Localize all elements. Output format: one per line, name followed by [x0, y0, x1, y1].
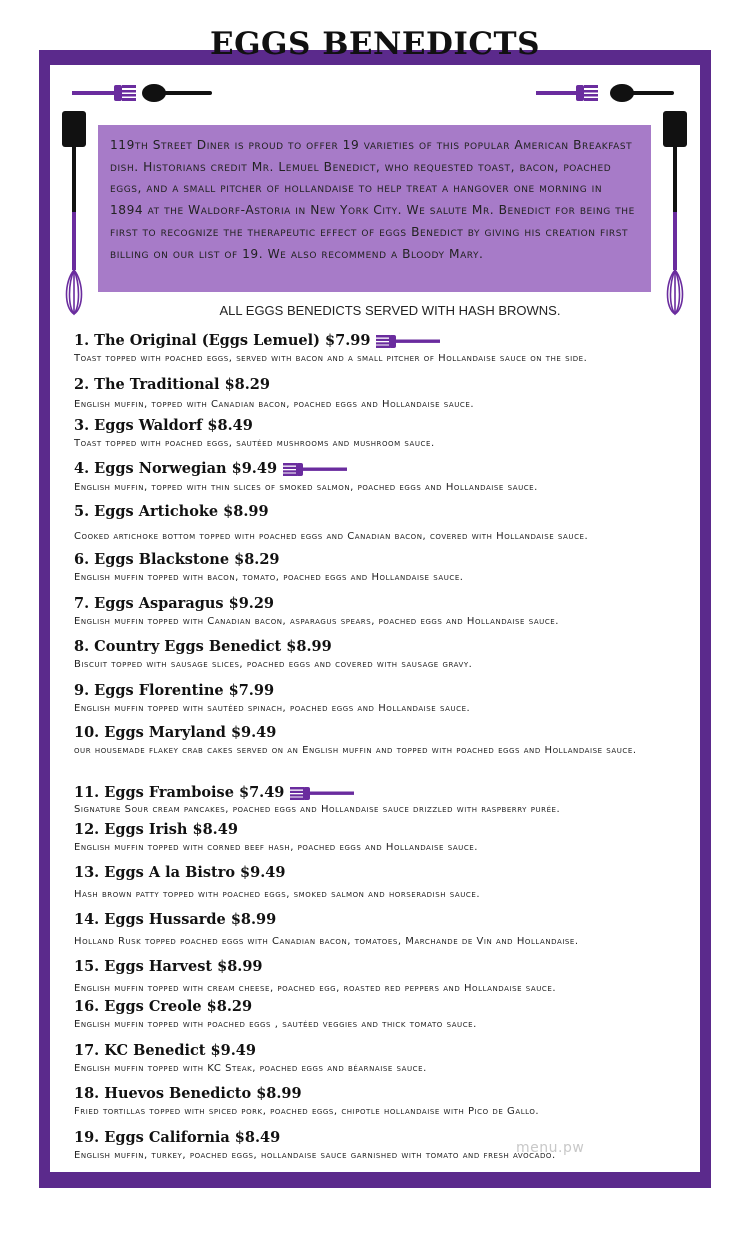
- menu-item: [74, 458, 689, 496]
- fork-icon: [376, 334, 440, 348]
- menu-item-title: 7. Eggs Asparagus $9.29: [74, 595, 275, 612]
- spatula-icon: [61, 110, 87, 216]
- whisk-icon: [665, 212, 685, 316]
- menu-item: [74, 782, 689, 818]
- menu-item-title: 5. Eggs Artichoke $8.99: [74, 503, 269, 520]
- menu-item-description: English muffin topped with corned beef hash, poached eggs and Hollandaise sauce.: [74, 842, 478, 853]
- menu-item-title: 10. Eggs Maryland $9.49: [74, 724, 277, 741]
- menu-item: [74, 722, 689, 759]
- menu-item-title: 6. Eggs Blackstone $8.29: [74, 551, 280, 568]
- menu-item-description: English muffin topped with Canadian bacon, asparagus spears, poached eggs and Hollandaise sauce.: [74, 616, 559, 627]
- menu-item: [74, 819, 689, 856]
- menu-item-title: 11. Eggs Framboise $7.49: [74, 784, 285, 801]
- menu-item: [74, 1083, 689, 1120]
- menu-item-description: English muffin topped with KC Steak, poached eggs and béarnaise sauce.: [74, 1063, 427, 1074]
- menu-item-title: 1. The Original (Eggs Lemuel) $7.99: [74, 332, 371, 349]
- menu-item-description: Hash brown patty topped with poached eggs, smoked salmon and horseradish sauce.: [74, 889, 481, 900]
- menu-item-description: Toast topped with poached eggs, served with bacon and a small pitcher of Hollandaise sauce on the side.: [74, 353, 588, 364]
- menu-item: [74, 501, 689, 545]
- menu-item: [74, 330, 689, 367]
- menu-item: [74, 909, 689, 950]
- menu-item-description: English muffin topped with sautéed spinach, poached eggs and Hollandaise sauce.: [74, 703, 471, 714]
- menu-item: [74, 956, 689, 997]
- menu-item: [74, 549, 689, 586]
- menu-item: [74, 593, 689, 630]
- fork-icon: [290, 786, 354, 800]
- menu-item-description: Fried tortillas topped with spiced pork, poached eggs, chipotle hollandaise with Pico de Gallo.: [74, 1106, 540, 1117]
- menu-item: [74, 1040, 689, 1077]
- fork-spoon-right-icon: [536, 80, 678, 106]
- menu-item: [74, 862, 689, 903]
- menu-item-title: 19. Eggs California $8.49: [74, 1129, 281, 1146]
- menu-item-title: 8. Country Eggs Benedict $8.99: [74, 638, 332, 655]
- watermark: menu.pw: [516, 1140, 585, 1156]
- menu-item-title: 2. The Traditional $8.29: [74, 376, 270, 393]
- menu-item-description: Signature Sour cream pancakes, poached eggs and Hollandaise sauce drizzled with raspberry purée.: [74, 804, 561, 815]
- menu-item-description: English muffin, topped with thin slices of smoked salmon, poached eggs and Hollandaise sauce.: [74, 482, 538, 493]
- intro-paragraph: 119th Street Diner is proud to offer 19 varieties of this popular American Breakfast dish. Historians credit Mr. Lemuel Benedict, who requested toast, bacon, poached eggs, and a small pitcher of hollandaise to help treat a hangover one morning in 1894 at the Waldorf-Astoria in New York City. We salute Mr. Benedict for being the first to recognize the therapeutic effect of eggs Benedict by giving his creation first billing on our list of 19. We also recommend a Bloody Mary.: [98, 125, 651, 292]
- fork-spoon-left-icon: [72, 80, 214, 106]
- menu-item-title: 12. Eggs Irish $8.49: [74, 821, 238, 838]
- menu-item-description: English muffin, turkey, poached eggs, hollandaise sauce garnished with tomato and fresh avocado.: [74, 1150, 556, 1161]
- menu-item-title: 17. KC Benedict $9.49: [74, 1042, 256, 1059]
- menu-item: [74, 1127, 689, 1164]
- menu-item-title: 16. Eggs Creole $8.29: [74, 998, 253, 1015]
- menu-item-title: 14. Eggs Hussarde $8.99: [74, 911, 277, 928]
- menu-item-description: Biscuit topped with sausage slices, poached eggs and covered with sausage gravy.: [74, 659, 473, 670]
- spatula-icon: [662, 110, 688, 216]
- menu-item-title: 13. Eggs A la Bistro $9.49: [74, 864, 286, 881]
- menu-item-title: 4. Eggs Norwegian $9.49: [74, 460, 278, 477]
- page-title: EGGS BENEDICTS: [209, 26, 541, 62]
- menu-item-description: English muffin topped with bacon, tomato, poached eggs and Hollandaise sauce.: [74, 572, 464, 583]
- menu-item: [74, 374, 689, 413]
- menu-item-title: 15. Eggs Harvest $8.99: [74, 958, 263, 975]
- menu-item-title: 3. Eggs Waldorf $8.49: [74, 417, 253, 434]
- menu-item-description: our housemade flakey crab cakes served on an English muffin and topped with poached eggs and Hollandaise sauce.: [74, 745, 637, 756]
- menu-item-description: English muffin, topped with Canadian bacon, poached eggs and Hollandaise sauce.: [74, 399, 475, 410]
- fork-icon: [283, 462, 347, 476]
- menu-item-description: Cooked artichoke bottom topped with poached eggs and Canadian bacon, covered with Hollandaise sauce.: [74, 531, 589, 542]
- menu-item: [74, 636, 689, 673]
- menu-item: [74, 415, 689, 452]
- menu-item: [74, 680, 689, 717]
- whisk-icon: [64, 212, 84, 316]
- menu-item-description: English muffin topped with poached eggs , sautéed veggies and thick tomato sauce.: [74, 1019, 477, 1030]
- menu-item-description: Toast topped with poached eggs, sautéed mushrooms and mushroom sauce.: [74, 438, 435, 449]
- menu-item: [74, 996, 689, 1033]
- menu-item-description: Holland Rusk topped poached eggs with Canadian bacon, tomatoes, Marchande de Vin and Hollandaise.: [74, 936, 579, 947]
- menu-item-title: 18. Huevos Benedicto $8.99: [74, 1085, 302, 1102]
- menu-item-title: 9. Eggs Florentine $7.99: [74, 682, 275, 699]
- menu-item-description: English muffin topped with cream cheese, poached egg, roasted red peppers and Hollandaise sauce.: [74, 983, 557, 994]
- hash-browns-notice: ALL EGGS BENEDICTS SERVED WITH HASH BROWNS.: [219, 303, 561, 318]
